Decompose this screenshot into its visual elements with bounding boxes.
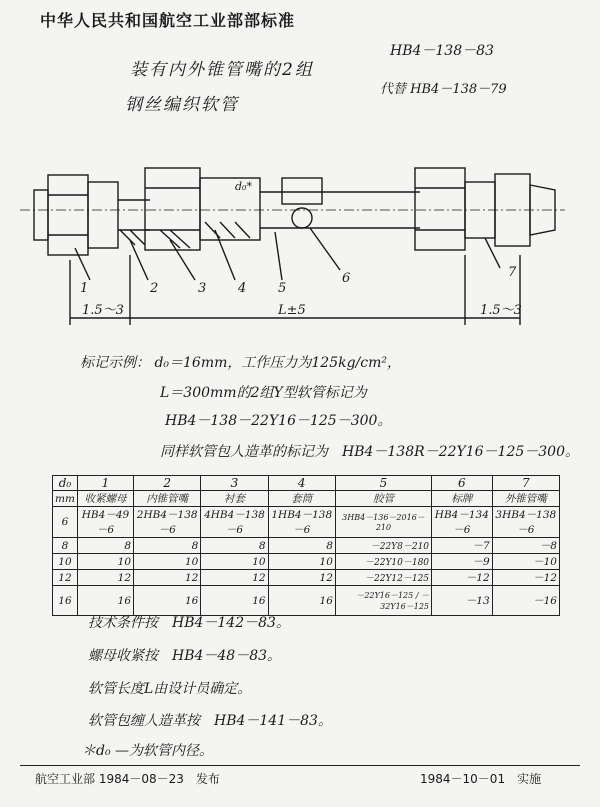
example-line-3: HB4－138－22Y16－125－300。 [165,413,392,429]
effective-date: 1984－10－01 实施 [420,772,542,786]
callout-3: 3 [198,281,207,296]
callout-6: 6 [342,271,351,286]
col-name: 收紧螺母 [77,491,133,507]
table-cell: 10 [134,554,201,570]
replaces-label: 代替 [380,82,407,97]
table-row [53,586,560,616]
issue-date: 航空工业部 1984－08－23 发布 [35,772,220,786]
note-1: 技术条件按 HB4－142－83。 [88,615,290,631]
col-name: 衬套 [201,491,268,507]
table-cell: －10 [492,554,559,570]
table-cell: －9 [432,554,493,570]
table-cell: 8 [134,538,201,554]
callout-7: 7 [508,265,517,280]
col-name: 内锥管嘴 [134,491,201,507]
table-cell: HB4－134－6 [432,507,493,538]
table-cell: 8 [268,538,335,554]
table-row [53,538,560,554]
table-cell: －16 [492,586,559,616]
note-3: 软管长度L由设计员确定。 [88,681,252,697]
note-5: ＊d₀ —为软管内径。 [82,743,214,759]
col-name: 胶管 [335,491,431,507]
table-row [53,554,560,570]
replaces-number: HB4－138－79 [410,82,507,97]
callout-1: 1 [80,281,89,296]
callout-2: 2 [150,281,159,296]
table-cell: 16 [201,586,268,616]
col-name: 套筒 [268,491,335,507]
dimension-length: L±5 [278,303,306,318]
do-label: d₀* [235,180,252,193]
table-cell: －12 [492,570,559,586]
table-row [53,570,560,586]
col-number: 2 [134,476,201,491]
table-cell: 2HB4－138－6 [134,507,201,538]
example-line-1 [80,352,401,372]
example-text-1: d₀＝16mm，工作压力为125kg/cm²， [154,355,402,371]
table-cell: －22Y12－125 [335,570,431,586]
col-name: 标牌 [432,491,493,507]
doc-title-line2: 钢丝编织软管 [125,95,239,115]
table-cell: 12 [77,570,133,586]
dimension-left: 1.5～3 [82,303,124,318]
table-cell: 4HB4－138－6 [201,507,268,538]
col-number: 7 [492,476,559,491]
callout-5: 5 [278,281,287,296]
table-cell: －22Y8－210 [335,538,431,554]
org-standard-title: 中华人民共和国航空工业部部标准 [40,11,296,30]
table-cell: 16 [134,586,201,616]
col-number: 1 [77,476,133,491]
table-cell: 12 [134,570,201,586]
parts-table [52,475,560,616]
table-cell: 10 [77,554,133,570]
example-line-2: L＝300mm的2组Y型软管标记为 [160,385,367,401]
table-cell: 8 [77,538,133,554]
table-cell: 3HB4－138－6 [492,507,559,538]
table-header-row [53,491,560,507]
table-cell: 1HB4－138－6 [268,507,335,538]
col-number: 6 [432,476,493,491]
table-cell: 12 [53,570,78,586]
table-cell: －7 [432,538,493,554]
do-header: d₀ [53,476,78,491]
table-cell: －8 [492,538,559,554]
col-name: 外锥管嘴 [492,491,559,507]
col-number: 5 [335,476,431,491]
table-cell: 8 [53,538,78,554]
table-cell: 16 [53,586,78,616]
table-row [53,507,560,538]
table-cell: 16 [268,586,335,616]
callout-4: 4 [238,281,247,296]
col-number: 4 [268,476,335,491]
table-cell: 8 [201,538,268,554]
note-2: 螺母收紧按 HB4－48－83。 [88,648,282,664]
table-cell: 3HB4－136－2016－210 [335,507,431,538]
table-cell: 10 [201,554,268,570]
col-number: 3 [201,476,268,491]
table-cell: －12 [432,570,493,586]
footer-divider [20,765,580,766]
example-line-4: 同样软管包人造革的标记为 HB4－138R－22Y16－125－300。 [160,444,579,460]
standard-number: HB4－138－83 [390,43,494,59]
table-cell: 10 [53,554,78,570]
unit-header: mm [53,491,78,507]
example-label: 标记示例： [80,355,150,371]
dimension-right: 1.5～3 [480,303,522,318]
table-cell: HB4－49－6 [77,507,133,538]
doc-title-line1: 装有内外锥管嘴的2组 [130,60,314,80]
table-cell: 16 [77,586,133,616]
table-cell: 12 [268,570,335,586]
table-cell: 12 [201,570,268,586]
table-cell: －22Y10－180 [335,554,431,570]
note-4: 软管包缠人造革按 HB4－141－83。 [88,713,332,729]
table-cell: 6 [53,507,78,538]
replaces-standard [380,78,507,97]
table-header-row [53,476,560,491]
table-cell: －13 [432,586,493,616]
table-cell: 10 [268,554,335,570]
hose-assembly-drawing [20,160,580,330]
table-cell: －22Y16－125 / －32Y16－125 [335,586,431,616]
